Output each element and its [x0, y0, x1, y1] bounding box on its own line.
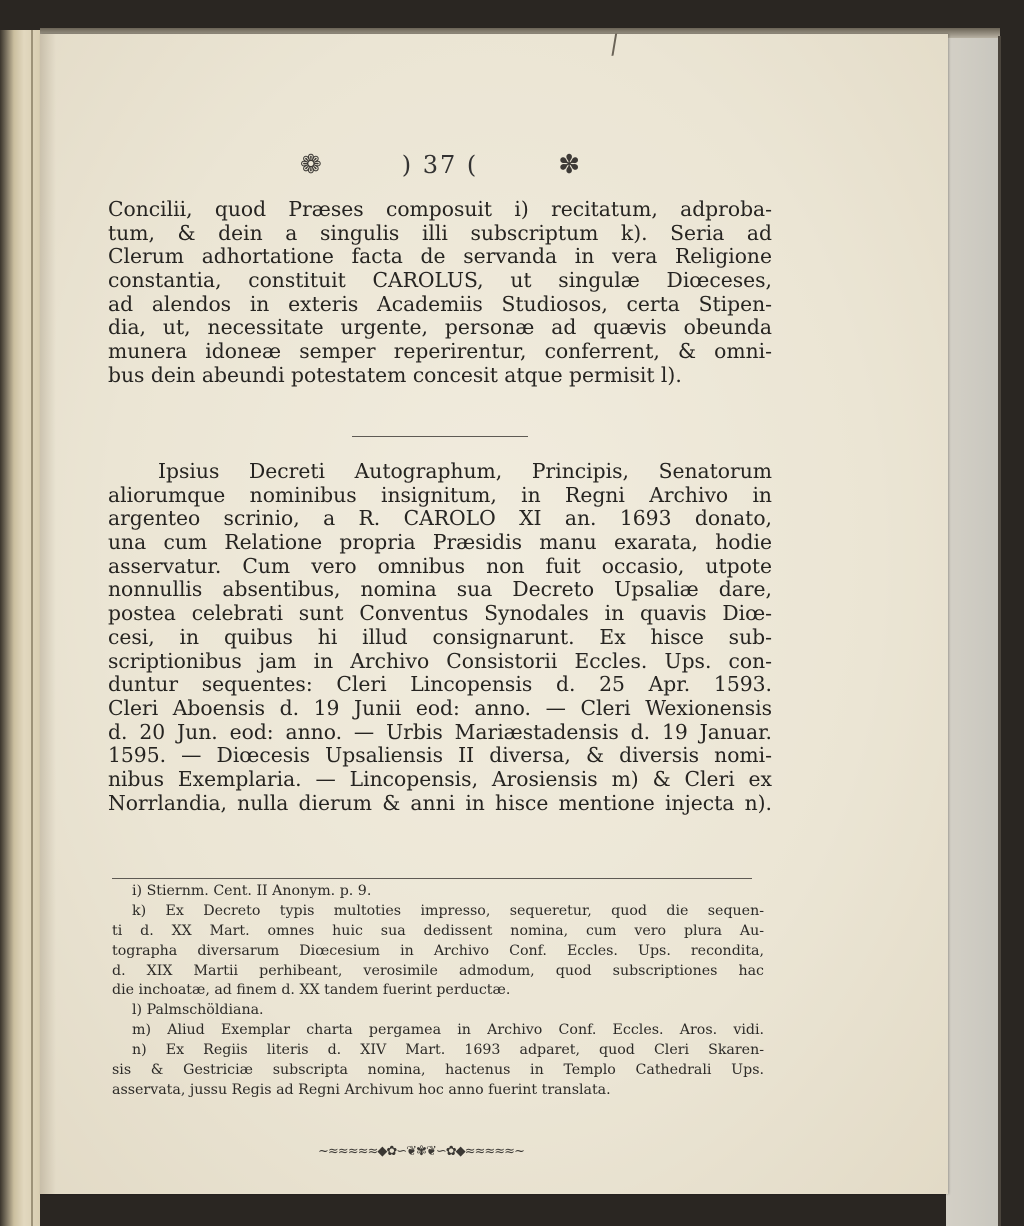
- binding-edge: [0, 30, 40, 1226]
- rosette-icon: ❁: [300, 150, 322, 180]
- text-line: cesi, in quibus hi illud consignarunt. Ex hisce sub-: [108, 624, 772, 649]
- text-line: scriptionibus jam in Archivo Consistorii Eccles. Ups. con-: [108, 648, 772, 673]
- page-number: ) 37 (: [401, 151, 479, 179]
- text-line: una cum Relatione propria Præsidis manu exarata, hodie: [108, 530, 772, 555]
- text-line: constantia, constituit CAROLUS, ut singulæ Diœceses,: [108, 268, 772, 293]
- footnote-line: d. XIX Martii perhibeant, verosimile admodum, quod subscriptiones hac: [112, 962, 764, 979]
- ornament-rule-icon: ~≈≈≈≈≈◆✿∽❦✾❦∽✿◆≈≈≈≈≈~: [318, 1144, 524, 1159]
- footnotes: [112, 882, 764, 1101]
- page-fold: [40, 34, 56, 1194]
- next-page-edge: [946, 38, 1000, 1226]
- text-line: argenteo scrinio, a R. CAROLO XI an. 1693 donato,: [108, 506, 772, 531]
- text-line: nibus Exemplaria. — Lincopensis, Arosiensis m) & Cleri ex: [108, 766, 772, 791]
- footnote-line: tographa diversarum Diœcesium in Archivo Conf. Eccles. Ups. recondita,: [112, 942, 764, 959]
- text-line: bus dein abeundi potestatem concesit atque permisit l).: [108, 362, 682, 387]
- paragraph-1: [108, 198, 772, 388]
- paragraph-2: [108, 460, 772, 815]
- text-line: Clerum adhortatione facta de servanda in vera Religione: [108, 244, 772, 269]
- text-line: asservatur. Cum vero omnibus non fuit occasio, utpote: [108, 553, 772, 578]
- text-line: tum, & dein a singulis illi subscriptum k). Seria ad: [108, 220, 772, 245]
- footnote-n: n) Ex Regiis literis d. XIV Mart. 1693 adparet, quod Cleri Skaren-: [132, 1042, 764, 1059]
- text-line: nonnullis absentibus, nomina sua Decreto Upsaliæ dare,: [108, 577, 772, 602]
- binding-line: [31, 30, 33, 1226]
- next-page-border: [998, 36, 1001, 1226]
- text-line: Ipsius Decreti Autographum, Principis, Senatorum: [158, 459, 772, 483]
- text-line: duntur sequentes: Cleri Lincopensis d. 25 Apr. 1593.: [108, 672, 772, 697]
- footnote-divider: [112, 878, 752, 879]
- footnote-line: sis & Gestriciæ subscripta nomina, hactenus in Templo Cathedrali Ups.: [112, 1062, 764, 1079]
- footnote-m: m) Aliud Exemplar charta pergamea in Archivo Conf. Eccles. Aros. vidi.: [132, 1022, 764, 1039]
- text-line: Concilii, quod Præses composuit i) recitatum, adproba-: [108, 197, 772, 221]
- footnote-k: k) Ex Decreto typis multoties impresso, sequeretur, quod die sequen-: [132, 902, 764, 919]
- page-header: [300, 150, 580, 180]
- text-line: Cleri Aboensis d. 19 Junii eod: anno. — Cleri Wexionensis: [108, 695, 772, 720]
- text-line: d. 20 Jun. eod: anno. — Urbis Mariæstadensis d. 19 Januar.: [108, 719, 772, 744]
- footnote-i: i) Stiernm. Cent. II Anonym. p. 9.: [132, 883, 372, 899]
- footnote-line: asservata, jussu Regis ad Regni Archivum hoc anno fuerint translata.: [112, 1081, 611, 1098]
- footnote-line: ti d. XX Mart. omnes huic sua dedissent nomina, cum vero plura Au-: [112, 922, 764, 939]
- text-line: dia, ut, necessitate urgente, personæ ad quævis obeunda: [108, 315, 772, 340]
- text-line: Norrlandia, nulla dierum & anni in hisce mentione injecta n).: [108, 790, 772, 815]
- pencil-mark: /: [607, 29, 621, 61]
- rosette-icon: ✽: [558, 150, 580, 180]
- text-line: 1595. — Diœcesis Upsaliensis II diversa, & diversis nomi-: [108, 743, 772, 768]
- text-line: postea celebrati sunt Conventus Synodales in quavis Diœ-: [108, 601, 772, 626]
- text-line: aliorumque nominibus insignitum, in Regni Archivo in: [108, 482, 772, 507]
- footnote-line: die inchoatæ, ad finem d. XX tandem fuerint perductæ.: [112, 982, 511, 999]
- text-line: ad alendos in exteris Academiis Studiosos, certa Stipen-: [108, 291, 772, 316]
- section-divider: [352, 436, 528, 437]
- text-line: munera idoneæ semper reperirentur, conferrent, & omni-: [108, 339, 772, 364]
- footnote-l: l) Palmschöldiana.: [132, 1002, 264, 1019]
